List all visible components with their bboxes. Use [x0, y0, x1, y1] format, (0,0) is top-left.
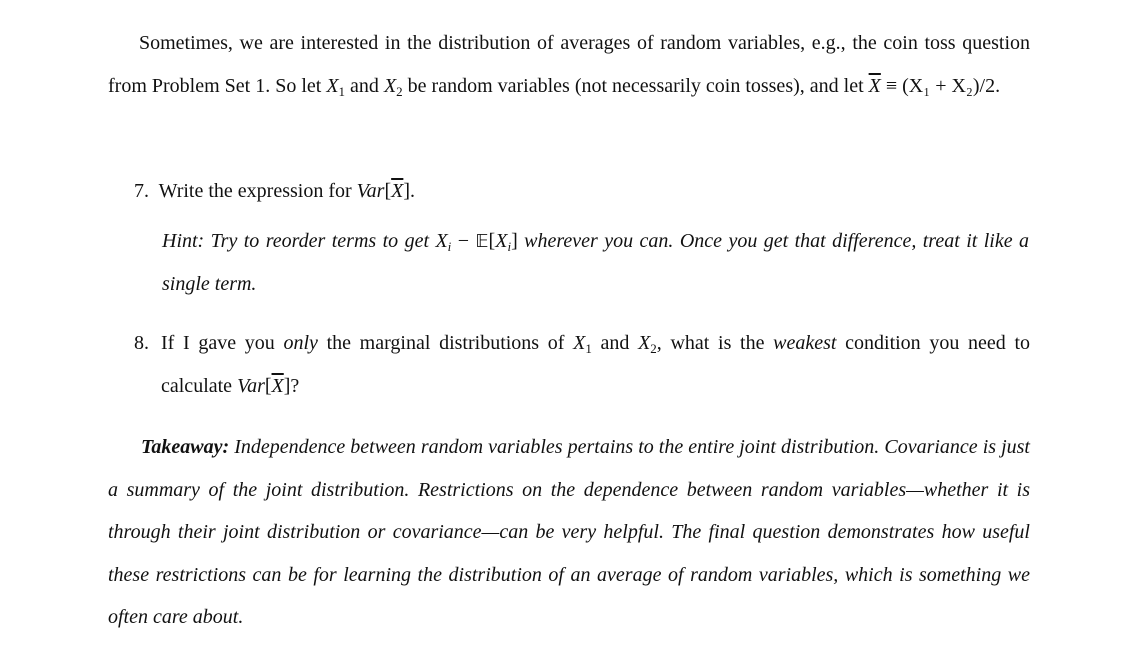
bracket-open: [ [264, 374, 272, 397]
var-x2: $X_2$ [383, 74, 403, 99]
intro-text-3: be random variables (not necessarily coin tosses), and let [402, 74, 869, 97]
expectation-symbol: 𝔼 [475, 231, 489, 252]
hint-label: Hint: [162, 230, 205, 252]
hint-text-1: Try to reorder terms to get [210, 230, 436, 252]
question-7 [134, 170, 415, 212]
question-7-text: Write the expression for [158, 180, 357, 202]
var-operator: Var [237, 374, 265, 397]
intro-formula: ≡ (X₁ + X₂)/2. [885, 74, 1001, 97]
question-8-end: ]? [283, 374, 300, 397]
emphasis-weakest: weakest [773, 332, 837, 354]
takeaway-label: Takeaway: [141, 436, 230, 458]
hint-paragraph [162, 220, 1029, 306]
x-bar: $\overline{X}$ [271, 374, 284, 397]
question-7-end: ]. [403, 180, 416, 202]
intro-text-1: Sometimes, we are interested in the distribution of averages of random variables, e.g., the coin toss question from Problem Set 1. So let [108, 32, 1030, 97]
question-8-text: If I gave you only the marginal distributions of $X_1$ and $X_2$, what is the weakest condition you need to calculate $Var[\overline{X}]$? [161, 332, 1031, 397]
var-x1: $X_1$ [573, 332, 592, 356]
question-8-number: 8. [134, 332, 149, 354]
var-operator: Var [356, 180, 385, 202]
question-8 [134, 322, 1030, 407]
var-x2: $X_2$ [638, 332, 657, 356]
bracket-close: ] [511, 230, 518, 252]
question-7-number: 7. [134, 180, 149, 202]
minus-sign: − [451, 230, 476, 252]
bracket-open: [ [488, 230, 496, 252]
takeaway-text: Independence between random variables pertains to the entire joint distribution. Covariance is just a summary of the joint distribution. Restrictions on the dependence between random variables—whether it is through their joint distribution or covariance—can be very helpful. The final question demonstrates how useful these restrictions can be for learning the distribution of an average of random variables, which is something we often care about. [108, 436, 1030, 628]
hint-text-2: wherever you can. Once you get that difference, treat it like a single term. [162, 230, 1030, 295]
x-bar: $\overline{X}$ [868, 74, 881, 97]
takeaway-paragraph [108, 426, 1030, 639]
intro-text-2: and [345, 74, 384, 97]
var-xi: $X_i$ [435, 230, 452, 254]
x-bar: $\overline{X}$ [391, 180, 404, 202]
emphasis-only: only [283, 332, 318, 354]
intro-paragraph [108, 22, 1030, 107]
bracket-open: [ [384, 180, 392, 202]
var-xi-inner: $X_i$ [495, 230, 512, 254]
var-x1: $X_1$ [326, 74, 346, 99]
